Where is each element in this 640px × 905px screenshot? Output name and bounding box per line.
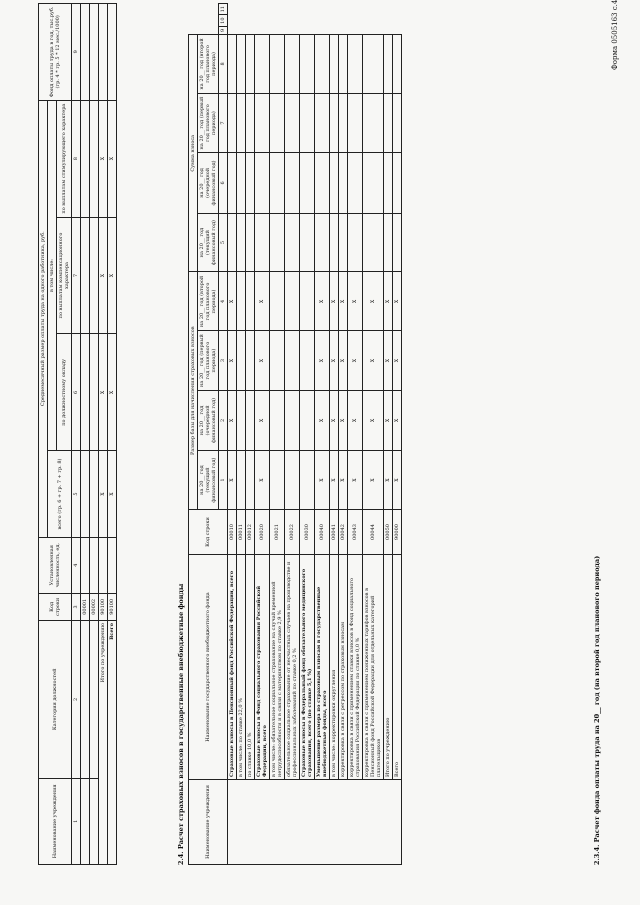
cell-fund (90, 4, 99, 101)
insurance-contributions-table (188, 3, 402, 865)
table-row (330, 4, 339, 865)
cell-code: 90100 (99, 593, 108, 620)
th2-base-group: Размер базы для начисления страховых взносов (189, 272, 198, 510)
cell-name (81, 778, 90, 864)
table-row (270, 4, 285, 865)
col-num: 1 (72, 778, 81, 864)
cell-sum (300, 93, 315, 152)
cell-sum (300, 35, 315, 94)
table-row (315, 4, 330, 865)
col-num: 6 (219, 153, 228, 213)
th-incl: в том числе: (48, 100, 57, 451)
col-num: 5 (219, 213, 228, 272)
col-num: 10 (219, 15, 228, 26)
cell-base (300, 451, 315, 510)
cell-fund-name: в том числе: обязательное социальное страхование на случай временной нетрудоспособности и в связи с материнством по ставке 2,9 % (270, 555, 285, 780)
cell-sum (363, 35, 384, 94)
cell-comp (90, 217, 99, 334)
col-num: 9 (219, 26, 228, 34)
table-row (393, 4, 402, 865)
cell-sum (393, 35, 402, 94)
cell-sum (348, 153, 363, 213)
cell-sum (330, 153, 339, 213)
cell-code: 00040 (315, 510, 330, 555)
cell-sum (270, 213, 285, 272)
cell-sum (228, 213, 237, 272)
cell-base: x (255, 390, 270, 450)
cell-sum (228, 153, 237, 213)
cell-code: 00001 (81, 593, 90, 620)
cell-institution-name (228, 780, 402, 865)
cell-base (300, 272, 315, 331)
cell-base: x (228, 390, 237, 450)
cell-staff (108, 537, 117, 593)
cell-code: 00021 (270, 510, 285, 555)
table-row (285, 4, 300, 865)
th2-y-first: на 20__ год (первый год планового периода) (198, 93, 219, 152)
cell-base (285, 451, 300, 510)
cell-fund-name: Страховые взносы в Федеральный фонд обязательного медицинского страхования, всего (по ставке 5,1 %) (300, 555, 315, 780)
cell-base: x (339, 390, 348, 450)
cell-sum (255, 153, 270, 213)
cell-sum (228, 35, 237, 94)
cell-fund (81, 4, 90, 101)
cell-comp (81, 217, 90, 334)
cell-code: 00012 (246, 510, 255, 555)
cell-sum (246, 213, 255, 272)
insurance-rows (228, 4, 402, 865)
cell-code: 00044 (363, 510, 384, 555)
cell-base: x (384, 451, 393, 510)
th-comp: по выплатам компенсационного характера (57, 217, 72, 334)
cell-sum (330, 35, 339, 94)
cell-code: 90100 (108, 593, 117, 620)
col-num: 5 (72, 451, 81, 537)
col-num: 1 (219, 451, 228, 510)
cell-code: 00030 (300, 510, 315, 555)
cell-base: x (363, 272, 384, 331)
cell-fund-name: Итого по учреждению (384, 555, 393, 780)
table-row (255, 4, 270, 865)
cell-base: x (330, 451, 339, 510)
col-num: 9 (72, 4, 81, 101)
cell-sum (348, 93, 363, 152)
cell-base: x (315, 331, 330, 390)
cell-code: 00043 (348, 510, 363, 555)
th2-y-next: на 20__ год (очередной финансовый год) (198, 390, 219, 450)
cell-base: x (330, 272, 339, 331)
cell-base: x (363, 331, 384, 390)
cell-base (270, 272, 285, 331)
table-row (363, 4, 384, 865)
th2-y-cur: на 20__ год (текущий финансовый год) (198, 451, 219, 510)
cell-sum (393, 93, 402, 152)
cell-code: 00002 (90, 593, 99, 620)
cell-base: x (348, 331, 363, 390)
cell-base (237, 272, 246, 331)
col-num: 4 (219, 272, 228, 331)
table-row (90, 4, 99, 865)
cell-base: x (384, 390, 393, 450)
table-row-total (99, 4, 108, 865)
cell-stim (81, 100, 90, 217)
cell-base: x (384, 331, 393, 390)
cell-base: x (393, 390, 402, 450)
cell-sum (246, 93, 255, 152)
cell-sum (393, 153, 402, 213)
cell-total: x (99, 451, 108, 537)
cell-base: x (393, 331, 402, 390)
cell-base (237, 390, 246, 450)
cell-fund-name: Уменьшение размера по страховым взносам в государственные внебюджетные фонды, всего (315, 555, 330, 780)
cell-base: x (315, 390, 330, 450)
table-row (339, 4, 348, 865)
cell-base: x (393, 451, 402, 510)
cell-stim: x (99, 100, 108, 217)
cell-code: 00022 (285, 510, 300, 555)
cell-code: 90000 (393, 510, 402, 555)
table-row (246, 4, 255, 865)
col-num: 8 (72, 100, 81, 217)
cell-fund-name: по ставке 10,0 % (246, 555, 255, 780)
table-row (384, 4, 393, 865)
cell-base (300, 331, 315, 390)
cell-base (237, 451, 246, 510)
cell-sum (330, 93, 339, 152)
cell-fund-name: обязательное социальное страхование от несчастных случаев на производстве и профессиональных заболеваний по ставке 0,2 % (285, 555, 300, 780)
cell-sum (246, 153, 255, 213)
cell-sum (384, 35, 393, 94)
cell-base: x (228, 331, 237, 390)
cell-base (270, 390, 285, 450)
cell-sum (393, 213, 402, 272)
cell-sum (237, 153, 246, 213)
cell-base: x (339, 451, 348, 510)
cell-comp: x (99, 217, 108, 334)
table-row-grand-total (108, 4, 117, 865)
cell-total: x (108, 451, 117, 537)
cell-base: x (339, 331, 348, 390)
cell-category (81, 621, 90, 779)
cell-sum (363, 93, 384, 152)
cell-code: 00041 (330, 510, 339, 555)
cell-fund (108, 4, 117, 101)
cell-base (246, 331, 255, 390)
section2-title: 2.4. Расчет страховых взносов в государственные внебюджетные фонды (177, 583, 185, 865)
cell-base (285, 390, 300, 450)
cell-sum (300, 153, 315, 213)
th2-sum-group: Сумма взноса (189, 35, 198, 273)
cell-sum (339, 153, 348, 213)
cell-sum (270, 35, 285, 94)
cell-base (270, 451, 285, 510)
cell-base: x (348, 272, 363, 331)
cell-code: 00010 (228, 510, 237, 555)
cell-total (90, 451, 99, 537)
table-row (237, 4, 246, 865)
th-staff: Установленная численность, ед. (39, 537, 72, 593)
cell-base: x (348, 390, 363, 450)
cell-salary (81, 334, 90, 451)
cell-fund-name: корректировка в связи с применением пониженных тарифов взносов в Пенсионный фонд Российской Федерации для отдельных категорий плательщиков (363, 555, 384, 780)
th-fund: Фонд оплаты труда в год, тыс.руб. (гр. 4 * гр. 5 * 12 мес./1000) (39, 4, 72, 101)
th-salary: по должностному окладу (57, 334, 72, 451)
cell-category (90, 621, 99, 779)
cell-base: x (255, 272, 270, 331)
th2-y-cur: на 20__ год (текущий финансовый год) (198, 213, 219, 272)
cell-grand-label: Всего (108, 621, 117, 865)
cell-staff (99, 537, 108, 593)
cell-sum (315, 213, 330, 272)
cell-sum (270, 93, 285, 152)
cell-base (285, 272, 300, 331)
cell-stim (90, 100, 99, 217)
th2-y-first: на 20__ год (первый год планового периода) (198, 331, 219, 390)
cell-sum (315, 153, 330, 213)
th2-fund: Наименование государственного внебюджетного фонда (189, 555, 228, 780)
cell-sum (237, 93, 246, 152)
th2-y-second: на 20__ год (второй год планового периода) (198, 35, 219, 94)
cell-sum (300, 213, 315, 272)
cell-sum (384, 153, 393, 213)
cell-sum (255, 213, 270, 272)
cell-sum (330, 213, 339, 272)
cell-base: x (348, 451, 363, 510)
cell-sum (285, 153, 300, 213)
col-num: 7 (219, 93, 228, 152)
cell-base: x (339, 272, 348, 331)
cell-fund-name: Страховые взносы в Фонд социального страхования Российской Федерации, всего (255, 555, 270, 780)
col-num: 4 (72, 537, 81, 593)
cell-code: 00011 (237, 510, 246, 555)
cell-staff (81, 537, 90, 593)
cell-fund-name: Всего (393, 555, 402, 780)
th2-code: Код строки (189, 510, 228, 555)
cell-base (285, 331, 300, 390)
cell-sum (348, 213, 363, 272)
cell-fund (99, 4, 108, 101)
th2-y-next: на 20__ год (очередной финансовый год) (198, 153, 219, 213)
cell-sum (339, 35, 348, 94)
cell-fund-name: в том числе: по ставке 22,0 % (237, 555, 246, 780)
cell-base (246, 272, 255, 331)
cell-base (237, 331, 246, 390)
cell-sum (255, 35, 270, 94)
cell-base: x (255, 451, 270, 510)
cell-total (81, 451, 90, 537)
cell-sum (285, 93, 300, 152)
cell-sum (384, 213, 393, 272)
cell-base: x (330, 390, 339, 450)
th-name: Наименование учреждения (39, 778, 72, 864)
cell-base: x (384, 272, 393, 331)
cell-base: x (363, 451, 384, 510)
cell-sum (315, 93, 330, 152)
form-number: Форма 0505163 с.4 (611, 0, 619, 70)
cell-sum (363, 213, 384, 272)
cell-fund-name: корректировка в связи с применением ставки взносов в Фонд социального страхования Российской Федерации по ставке 0,0 % (348, 555, 363, 780)
table-row (300, 4, 315, 865)
cell-fund-name: в том числе: корректировки округления (330, 555, 339, 780)
table-row (81, 4, 90, 865)
cell-sum (237, 35, 246, 94)
cell-total-label: Итого по учреждению (99, 621, 108, 865)
col-num: 3 (72, 593, 81, 620)
cell-base (270, 331, 285, 390)
cell-fund-name: корректировка в связи с регрессом по страховым взносам (339, 555, 348, 780)
cell-stim: x (108, 100, 117, 217)
cell-base: x (255, 331, 270, 390)
cell-code: 00042 (339, 510, 348, 555)
th-total: всего (гр. 6 + гр. 7 + гр. 8) (48, 451, 72, 537)
cell-sum (285, 35, 300, 94)
col-num: 11 (219, 4, 228, 15)
cell-sum (384, 93, 393, 152)
cell-sum (255, 93, 270, 152)
cell-base (246, 451, 255, 510)
cell-sum (339, 93, 348, 152)
cell-sum (246, 35, 255, 94)
th-category: Категория должностей (39, 621, 72, 779)
col-num: 3 (219, 331, 228, 390)
cell-sum (339, 213, 348, 272)
cell-base (246, 390, 255, 450)
cell-sum (363, 153, 384, 213)
cell-sum (348, 35, 363, 94)
section1-title: 2.3.4. Расчет фонда оплаты труда на 20__ год (на второй год планового периода) (593, 555, 601, 865)
cell-sum (228, 93, 237, 152)
cell-base: x (363, 390, 384, 450)
cell-base: x (393, 272, 402, 331)
cell-base: x (228, 272, 237, 331)
th2-name: Наименование учреждения (189, 780, 228, 865)
th2-y-second: на 20__ год (второй год планового периода) (198, 272, 219, 331)
cell-base: x (330, 331, 339, 390)
cell-name (90, 778, 99, 864)
th-stim: по выплатам стимулирующего характера (57, 100, 72, 217)
column-numbers-row (72, 4, 81, 865)
cell-code: 00020 (255, 510, 270, 555)
th-avg-group: Среднемесячный размер оплаты труда на одного работника, руб. (39, 100, 48, 537)
cell-base (300, 390, 315, 450)
cell-sum (237, 213, 246, 272)
cell-sum (315, 35, 330, 94)
cell-base: x (315, 272, 330, 331)
payroll-fund-table (38, 3, 117, 865)
cell-sum (270, 153, 285, 213)
cell-salary (90, 334, 99, 451)
col-num: 8 (219, 35, 228, 94)
cell-base: x (315, 451, 330, 510)
cell-code: 00050 (384, 510, 393, 555)
th-code: Код строки (39, 593, 72, 620)
col-num: 6 (72, 334, 81, 451)
cell-fund-name: Страховые взносы в Пенсионный фонд Российской Федерации, всего (228, 555, 237, 780)
cell-base: x (228, 451, 237, 510)
cell-staff (90, 537, 99, 593)
table-row (228, 4, 237, 865)
col-num: 2 (72, 621, 81, 779)
cell-sum (285, 213, 300, 272)
cell-salary: x (108, 334, 117, 451)
col-num: 2 (219, 390, 228, 450)
cell-salary: x (99, 334, 108, 451)
table-row (348, 4, 363, 865)
col-num: 7 (72, 217, 81, 334)
cell-comp: x (108, 217, 117, 334)
